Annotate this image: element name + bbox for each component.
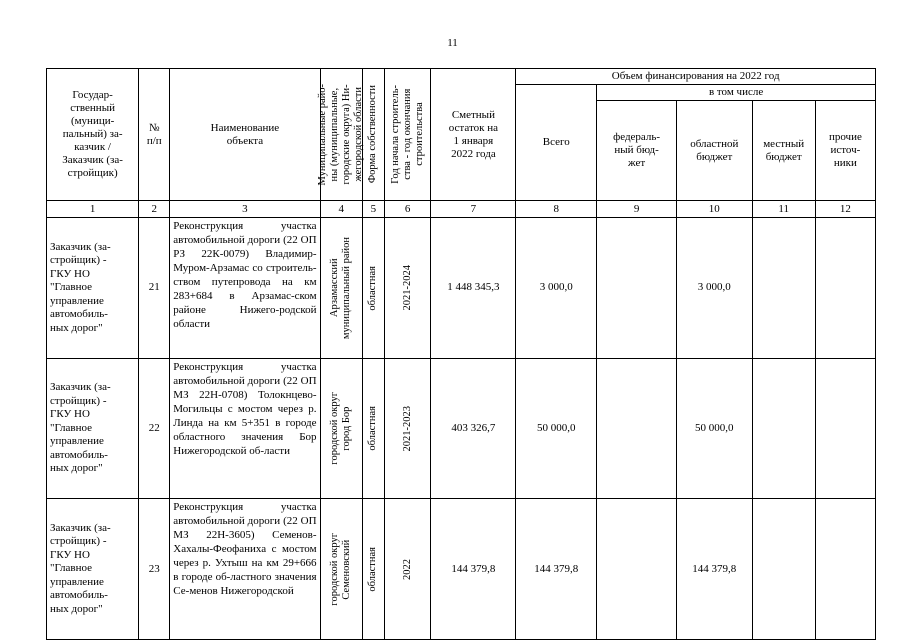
cell-regional: 3 000,0 [676,218,752,359]
column-number: 3 [170,201,320,218]
cell-other [815,358,875,499]
cell-years-text: 2021-2024 [401,265,413,311]
column-number: 12 [815,201,875,218]
header-regional: областной бюджет [676,101,752,201]
header-object-name: Наименование объекта [170,69,320,201]
header-num: № п/п [139,69,170,201]
cell-district-text: городской округ город Бор [329,392,353,465]
header-years [384,69,431,201]
header-total: Всего [516,85,597,201]
cell-object-text: Реконструкция участка автомобильной дороги (22 ОП МЗ 22Н-3605) Семенов-Хахалы-Феофаниха с мостом через р. Ухтыш на км 29+666 в городе об-ластного значения Се-менов Нижегородской [173,501,317,598]
cell-ownership [363,499,385,640]
header-estimated-balance: Сметный остаток на 1 января 2022 года [431,69,516,201]
cell-federal [597,499,677,640]
table-row [47,358,876,499]
header-district [317,69,365,201]
header-years-text: Год начала строитель- ства - год окончания строительства [389,85,425,184]
cell-object: Реконструкция участка автомобильной дороги (22 ОП РЗ 22К-0079) Владимир-Муром-Арзамас со строитель-ством путепровода на км 283+684 в Арзамас-ском районе Нижего-родской области [170,218,320,359]
cell-other [815,218,875,359]
cell-federal [597,358,677,499]
cell-balance: 403 326,7 [431,358,516,499]
header-district-text: Муниципальные райо- ны (муниципальные, городские округа) Ни- жегородской области [317,83,365,186]
table-header [47,69,876,218]
cell-district [320,499,362,640]
column-number: 8 [516,201,597,218]
cell-num: 23 [139,499,170,640]
cell-years [384,218,431,359]
cell-years-text: 2022 [401,558,413,580]
cell-total: 144 379,8 [516,499,597,640]
header-other: прочие источ- ники [815,101,875,201]
cell-district-text: городской округ Семеновский [329,532,353,606]
column-number: 9 [597,201,677,218]
cell-ownership-text: областная [367,406,379,451]
cell-balance: 1 448 345,3 [431,218,516,359]
cell-total: 3 000,0 [516,218,597,359]
cell-total: 50 000,0 [516,358,597,499]
cell-years [384,358,431,499]
cell-customer: Заказчик (за- стройщик) - ГКУ НО "Главное управление автомобиль- ных дорог" [47,358,139,499]
column-number: 4 [320,201,362,218]
cell-local [752,499,815,640]
header-local: местный бюджет [752,101,815,201]
header-including: в том числе [597,85,876,101]
cell-years-text: 2021-2023 [401,405,413,452]
cell-other [815,499,875,640]
column-number: 10 [676,201,752,218]
column-number: 2 [139,201,170,218]
cell-object: Реконструкция участка автомобильной дороги (22 ОП МЗ 22Н-0708) Толокнцево-Могильцы с мостом через р. Линда на км 5+351 в городе областного значения Бор Нижегородской об-ласти [170,358,320,499]
cell-num: 22 [139,358,170,499]
column-number: 6 [384,201,431,218]
cell-federal [597,218,677,359]
cell-ownership-text: областная [367,265,379,311]
financing-table [46,68,876,640]
cell-years [384,499,431,640]
column-number: 11 [752,201,815,218]
cell-balance: 144 379,8 [431,499,516,640]
column-number-row [47,201,876,218]
column-number: 5 [363,201,385,218]
cell-ownership [363,218,385,359]
cell-num: 21 [139,218,170,359]
cell-object [170,499,320,640]
page-number: 11 [447,37,458,49]
cell-customer: Заказчик (за- стройщик) - ГКУ НО "Главное управление автомобиль- ных дорог" [47,499,139,640]
cell-district [320,218,362,359]
header-ownership-text: Форма собственности [367,85,379,184]
table-body [47,218,876,640]
cell-local [752,218,815,359]
cell-district [320,358,362,499]
header-ownership [363,69,385,201]
table-row [47,499,876,640]
cell-district-text: Арзамасский муниципальный район [329,236,353,339]
header-funding-volume: Объем финансирования на 2022 год [516,69,876,85]
cell-ownership [363,358,385,499]
header-customer: Государ- ственный (муници- пальный) за- казчик / Заказчик (за- стройщик) [47,69,139,201]
header-federal: федераль- ный бюд- жет [597,101,677,201]
cell-regional: 144 379,8 [676,499,752,640]
cell-regional: 50 000,0 [676,358,752,499]
cell-customer: Заказчик (за- стройщик) - ГКУ НО "Главное управление автомобиль- ных дорог" [47,218,139,359]
table-row [47,218,876,359]
cell-local [752,358,815,499]
column-number: 1 [47,201,139,218]
cell-ownership-text: областная [367,546,379,592]
column-number: 7 [431,201,516,218]
